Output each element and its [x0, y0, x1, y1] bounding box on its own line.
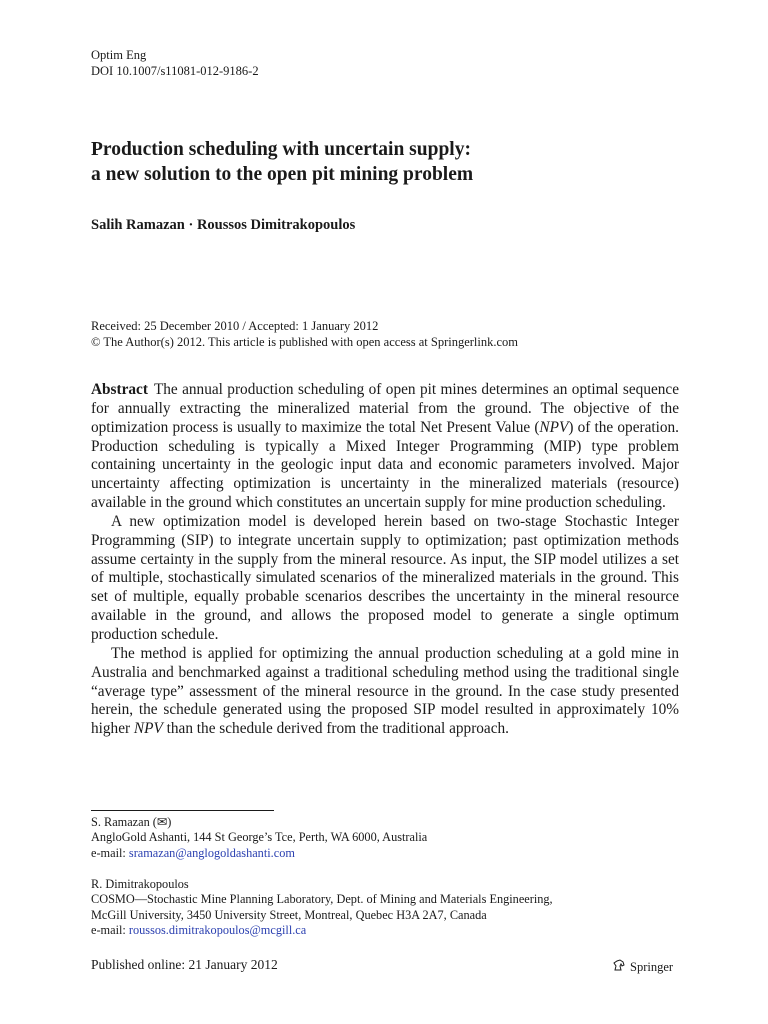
published-online: Published online: 21 January 2012 — [91, 957, 278, 972]
abstract-paragraph-3 — [91, 645, 679, 739]
abstract-paragraph-2: A new optimization model is developed herein based on two-stage Stochastic Integer Programming (SIP) to integrate uncertain supply to optimization; past optimization methods assume certainty in the supply from the mineral resource. As input, the SIP model utilizes a set of multiple, stochastically simulated scenarios of the mineralized materials in the ground. This set of multiple, equally probable scenarios describes the uncertainty in the mineral resource available in the ground, and allows the proposed model to generate a single optimum production schedule. — [91, 512, 679, 643]
publisher-logo — [612, 958, 673, 976]
author-name: S. Ramazan (✉) — [91, 815, 172, 829]
publication-dates — [91, 319, 518, 350]
journal-header — [91, 48, 259, 79]
abstract — [91, 381, 679, 739]
email-link[interactable]: roussos.dimitrakopoulos@mcgill.ca — [128, 923, 307, 938]
email-label: e-mail: — [91, 923, 129, 938]
authors: Salih Ramazan · Roussos Dimitrakopoulos — [91, 217, 356, 233]
journal-name: Optim Eng — [91, 48, 147, 62]
email-link[interactable]: sramazan@anglogoldashanti.com — [128, 845, 295, 860]
copyright-notice: © The Author(s) 2012. This article is published with open access at Springerlink.com — [91, 334, 519, 349]
npv-term: NPV — [539, 418, 569, 436]
abstract-text: than the schedule derived from the traditional approach. — [162, 720, 509, 738]
affiliation-1 — [91, 815, 427, 861]
title-line-2: a new solution to the open pit mining problem — [91, 164, 474, 185]
email-line — [91, 846, 427, 861]
abstract-text: ) of the operation. Production scheduling is typically a Mixed Integer Programming (MIP) type problem containing uncertainty in the geologic input data and economic parameters involved. Major uncertainty affecting optimization is uncertainty in the mineralized materials (resource) available in the ground which constitutes an uncertain supply for mine production scheduling. — [91, 418, 679, 512]
affiliation-2 — [91, 877, 553, 939]
author-name: R. Dimitrakopoulos — [91, 877, 189, 891]
affiliation-address: AngloGold Ashanti, 144 St George’s Tce, Perth, WA 6000, Australia — [91, 830, 428, 845]
received-accepted: Received: 25 December 2010 / Accepted: 1 January 2012 — [91, 319, 379, 333]
email-line — [91, 923, 553, 938]
email-label: e-mail: — [91, 845, 129, 860]
paper-title — [91, 137, 473, 187]
abstract-label: Abstract — [91, 381, 148, 398]
abstract-paragraph-1 — [91, 381, 679, 513]
title-line-1: Production scheduling with uncertain supply: — [91, 139, 471, 160]
doi: DOI 10.1007/s11081-012-9186-2 — [91, 63, 259, 78]
npv-term: NPV — [133, 720, 163, 738]
abstract-text: The annual production scheduling of open pit mines determines an optimal sequence for annually extracting the mineralized material from the ground. The objective of the optimization process is usually to maximize the total Net Present Value ( — [91, 381, 679, 436]
publisher-name: Springer — [630, 959, 674, 974]
springer-horse-icon — [612, 958, 626, 976]
affiliation-address: McGill University, 3450 University Street, Montreal, Quebec H3A 2A7, Canada — [91, 907, 487, 922]
footnote-divider — [91, 810, 274, 811]
affiliation-address: COSMO—Stochastic Mine Planning Laboratory, Dept. of Mining and Materials Engineering, — [91, 892, 553, 907]
abstract-text: The method is applied for optimizing the annual production scheduling at a gold mine in Australia and benchmarked against a traditional scheduling method using the traditional single “average type” assessment of the mineral resource in the ground. In the case study presented herein, the schedule generated using the proposed SIP model resulted in approximately 10% higher — [91, 644, 679, 738]
